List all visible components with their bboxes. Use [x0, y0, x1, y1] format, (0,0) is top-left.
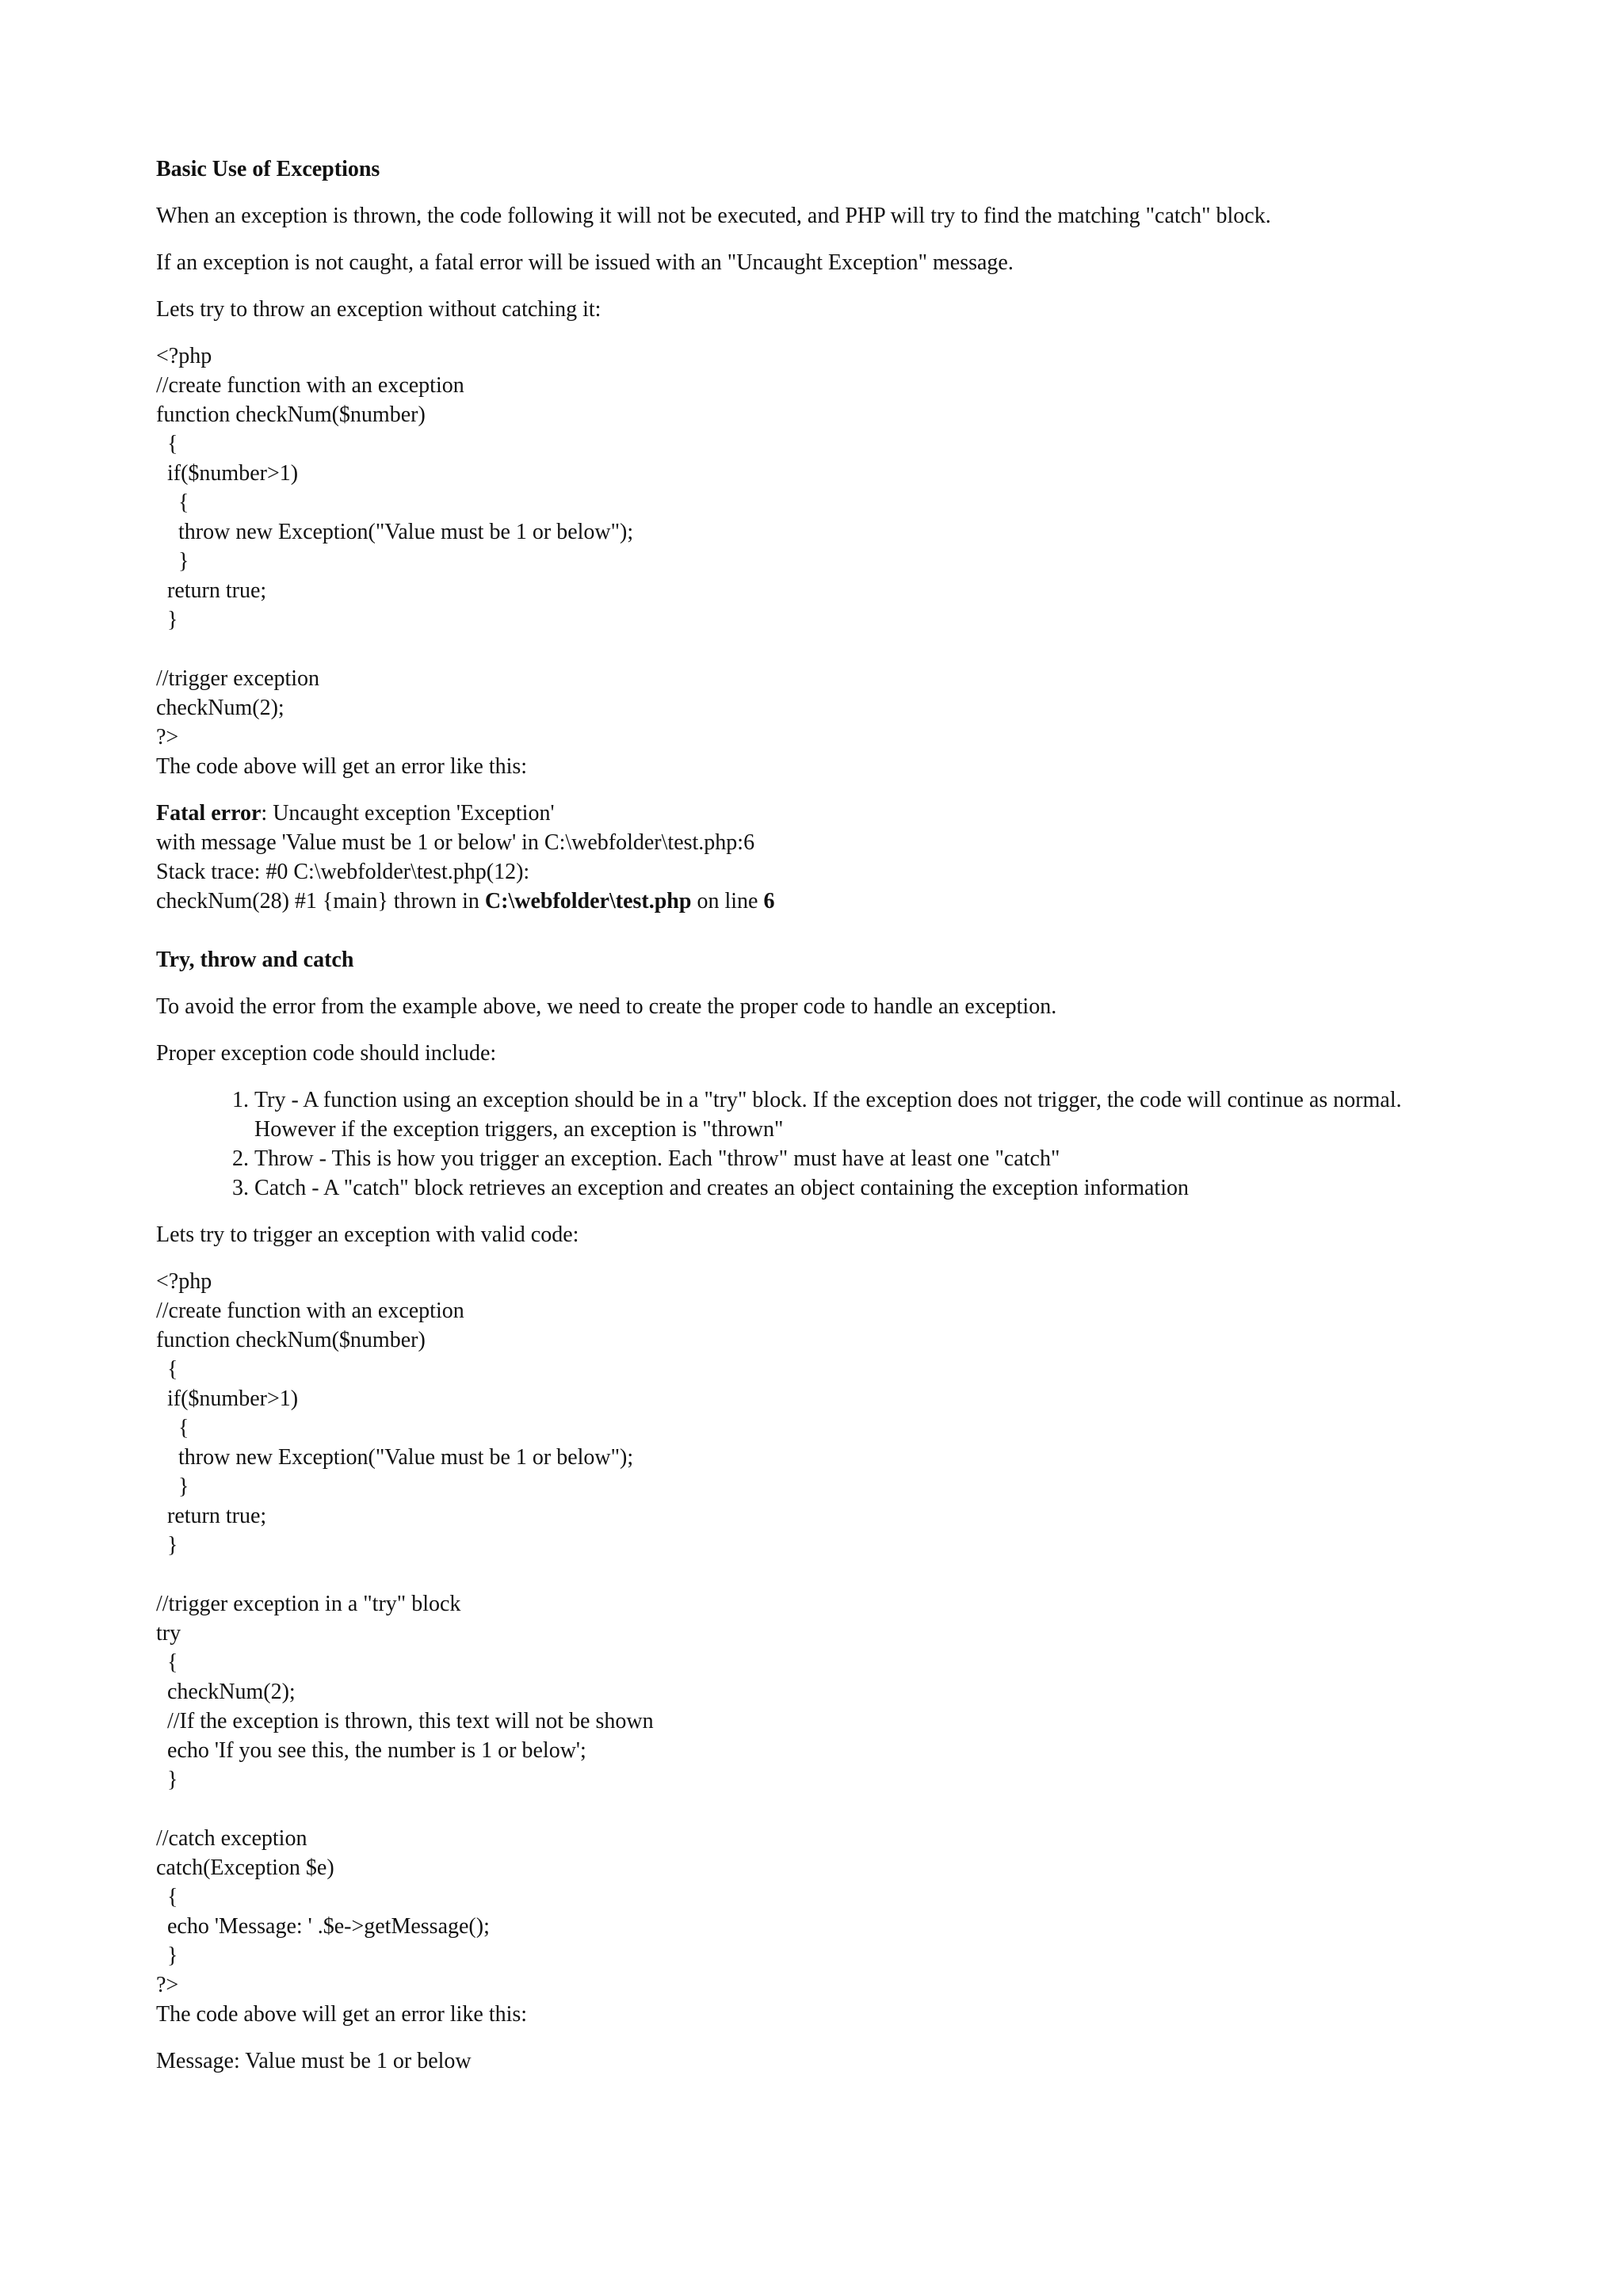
exception-parts-list — [156, 1085, 1487, 1203]
code-line: //If the exception is thrown, this text will not be shown — [156, 1709, 654, 1733]
error-line-4 — [156, 887, 1487, 916]
code-line: return true; — [156, 578, 267, 603]
paragraph-not-caught: If an exception is not caught, a fatal error will be issued with an "Uncaught Exception" message. — [156, 250, 1014, 275]
code-line: if($number>1) — [156, 1386, 299, 1411]
section-heading-basic-use: Basic Use of Exceptions — [156, 157, 380, 181]
code-line: { — [156, 1650, 178, 1675]
error-line-1 — [156, 799, 1487, 828]
code-line: //create function with an exception — [156, 1299, 464, 1323]
section-heading-try-throw-catch: Try, throw and catch — [156, 948, 354, 972]
code-line: <?php — [156, 1269, 212, 1294]
code-line-blank — [156, 635, 1487, 664]
code-line: { — [156, 1885, 178, 1909]
code-line: function checkNum($number) — [156, 1328, 426, 1352]
code-line: checkNum(2); — [156, 696, 285, 720]
error-file-path: C:\webfolder\test.php — [484, 889, 692, 913]
code-block-uncaught — [156, 341, 1487, 752]
code-line: } — [156, 1533, 178, 1558]
paragraph-output-intro: The code above will get an error like this: — [156, 2002, 528, 2027]
code-line: echo 'Message: ' .$e->getMessage(); — [156, 1914, 490, 1939]
paragraph-throw-without-catch: Lets try to throw an exception without catching it: — [156, 297, 601, 322]
code-line: { — [156, 432, 178, 456]
code-line: //create function with an exception — [156, 373, 464, 398]
code-line: } — [156, 1943, 178, 1968]
error-line-3: Stack trace: #0 C:\webfolder\test.php(12): — [156, 860, 530, 884]
paragraph-proper-code: Proper exception code should include: — [156, 1041, 497, 1066]
code-line: ?> — [156, 725, 179, 749]
paragraph-valid-code: Lets try to trigger an exception with valid code: — [156, 1222, 579, 1247]
code-line: checkNum(2); — [156, 1680, 296, 1704]
code-line: { — [156, 1357, 178, 1382]
code-line: } — [156, 549, 189, 574]
paragraph-error-intro: The code above will get an error like this: — [156, 754, 528, 779]
error-text: checkNum(28) #1 {main} thrown in — [156, 889, 485, 913]
code-line: { — [156, 490, 189, 515]
document-page — [156, 154, 1487, 2076]
error-line-2: with message 'Value must be 1 or below' in C:\webfolder\test.php:6 — [156, 830, 755, 855]
code-line: throw new Exception("Value must be 1 or below"); — [156, 520, 634, 544]
code-block-try-catch — [156, 1267, 1487, 2000]
code-line: //catch exception — [156, 1826, 307, 1851]
code-line: //trigger exception in a "try" block — [156, 1592, 461, 1616]
code-line: echo 'If you see this, the number is 1 or below'; — [156, 1738, 586, 1763]
error-output-block — [156, 799, 1487, 916]
list-item: 1. Try - A function using an exception should be in a "try" block. If the exception does not trigger, the code will continue as normal. However if the exception triggers, an exception is "thrown" — [254, 1085, 1487, 1144]
code-line: return true; — [156, 1504, 267, 1528]
paragraph-exception-thrown: When an exception is thrown, the code following it will not be executed, and PHP will try to find the matching "catch" block. — [156, 204, 1271, 228]
code-line: catch(Exception $e) — [156, 1855, 334, 1880]
message-output: Message: Value must be 1 or below — [156, 2049, 472, 2073]
error-text: : Uncaught exception 'Exception' — [261, 801, 555, 826]
code-line-blank — [156, 1794, 1487, 1824]
code-line-blank — [156, 1560, 1487, 1589]
code-line: function checkNum($number) — [156, 402, 426, 427]
list-item: 2. Throw - This is how you trigger an exception. Each "throw" must have at least one "catch" — [254, 1144, 1487, 1173]
code-line: try — [156, 1621, 181, 1646]
fatal-error-label: Fatal error — [156, 801, 262, 826]
code-line: throw new Exception("Value must be 1 or below"); — [156, 1445, 634, 1470]
error-line-number: 6 — [763, 889, 775, 913]
code-line: { — [156, 1416, 189, 1440]
code-line: ?> — [156, 1973, 179, 1997]
code-line: <?php — [156, 344, 212, 368]
paragraph-avoid-error: To avoid the error from the example above, we need to create the proper code to handle an exception. — [156, 994, 1057, 1019]
code-line: } — [156, 1474, 189, 1499]
code-line: if($number>1) — [156, 461, 299, 486]
code-line: //trigger exception — [156, 666, 320, 691]
list-item: 3. Catch - A "catch" block retrieves an exception and creates an object containing the exception information — [254, 1173, 1487, 1203]
code-line: } — [156, 608, 178, 632]
code-line: } — [156, 1768, 178, 1792]
error-text: on line — [691, 889, 764, 913]
